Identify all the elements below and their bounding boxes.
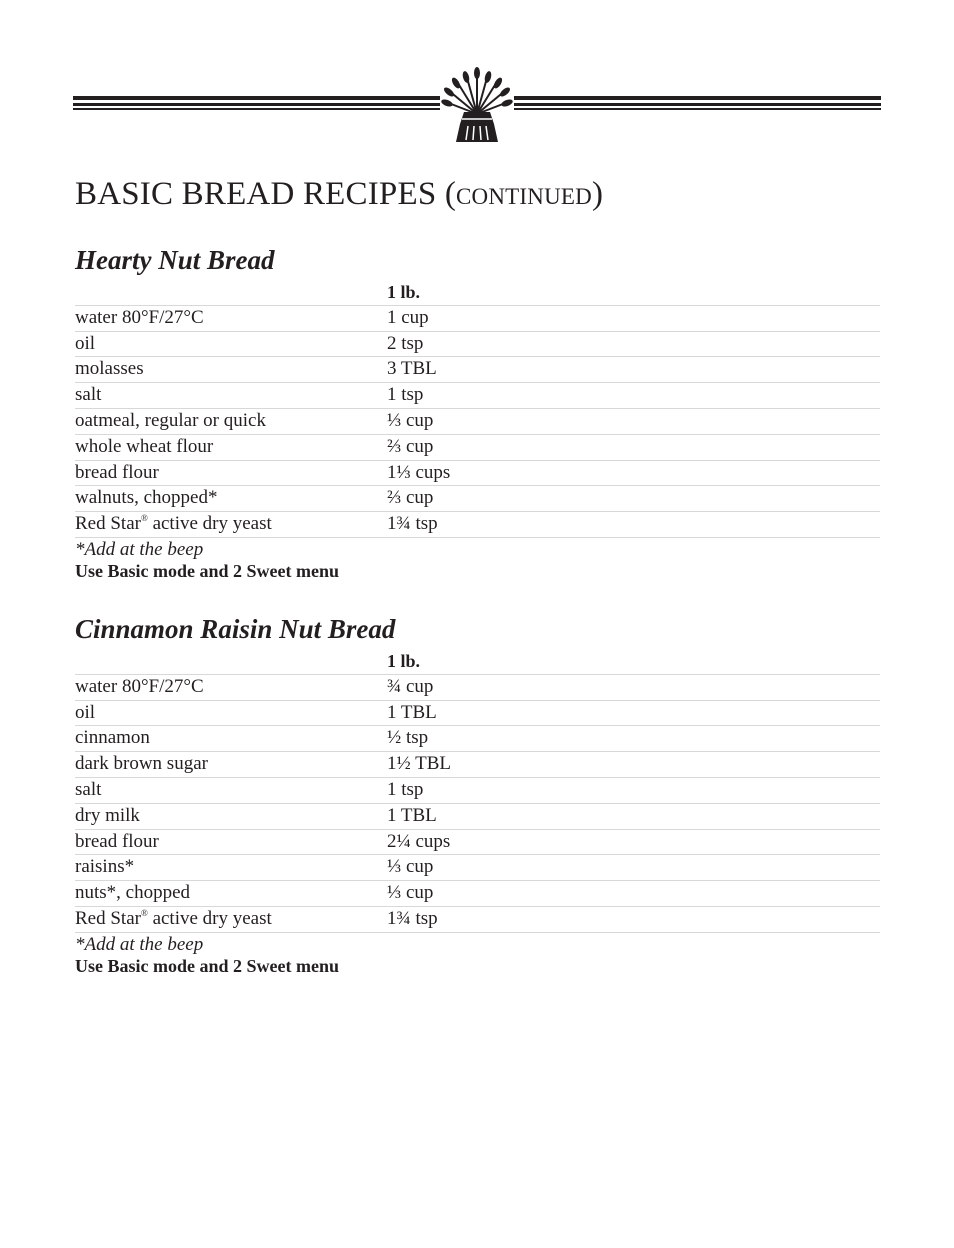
ingredient-row: molasses 3 TBL (75, 357, 880, 383)
recipe-title: Cinnamon Raisin Nut Bread (75, 614, 396, 644)
ingredient-row: dark brown sugar 1½ TBL (75, 752, 880, 778)
recipe-note: *Add at the beep (75, 538, 204, 560)
size-label: 1 lb. (387, 651, 421, 671)
ingredient-row: oil 1 TBL (75, 701, 880, 727)
recipe-mode: Use Basic mode and 2 Sweet menu (75, 560, 339, 581)
ingredient-row: water 80°F/27°C ¾ cup (75, 675, 880, 701)
ingredient-row: nuts*, chopped ⅓ cup (75, 881, 880, 907)
recipe-cinnamon-raisin-nut-bread (75, 609, 880, 976)
ingredient-row: salt 1 tsp (75, 778, 880, 804)
ingredient-row: cinnamon ½ tsp (75, 726, 880, 752)
page-title: BASIC BREAD RECIPES (CONTINUED) (75, 176, 604, 212)
ingredient-row: oil 2 tsp (75, 332, 880, 358)
ingredient-row: water 80°F/27°C 1 cup (75, 306, 880, 332)
ingredient-row: salt 1 tsp (75, 383, 880, 409)
size-header-row (75, 280, 880, 306)
ingredient-row: walnuts, chopped* ⅔ cup (75, 486, 880, 512)
ingredient-row: oatmeal, regular or quick ⅓ cup (75, 409, 880, 435)
ingredient-row: Red Star® active dry yeast 1¾ tsp (75, 907, 880, 933)
recipe-title: Hearty Nut Bread (75, 245, 275, 275)
recipe-hearty-nut-bread (75, 240, 880, 581)
ingredient-row: bread flour 1⅓ cups (75, 461, 880, 487)
ingredient-row: Red Star® active dry yeast 1¾ tsp (75, 512, 880, 538)
size-label: 1 lb. (387, 282, 421, 302)
recipe-mode: Use Basic mode and 2 Sweet menu (75, 955, 339, 976)
ingredient-row: dry milk 1 TBL (75, 804, 880, 830)
ingredient-row: whole wheat flour ⅔ cup (75, 435, 880, 461)
ingredient-row: raisins* ⅓ cup (75, 855, 880, 881)
size-header-row (75, 649, 880, 675)
ingredient-row: bread flour 2¼ cups (75, 830, 880, 856)
recipe-note: *Add at the beep (75, 933, 204, 955)
wheat-sheaf-icon (440, 64, 514, 144)
